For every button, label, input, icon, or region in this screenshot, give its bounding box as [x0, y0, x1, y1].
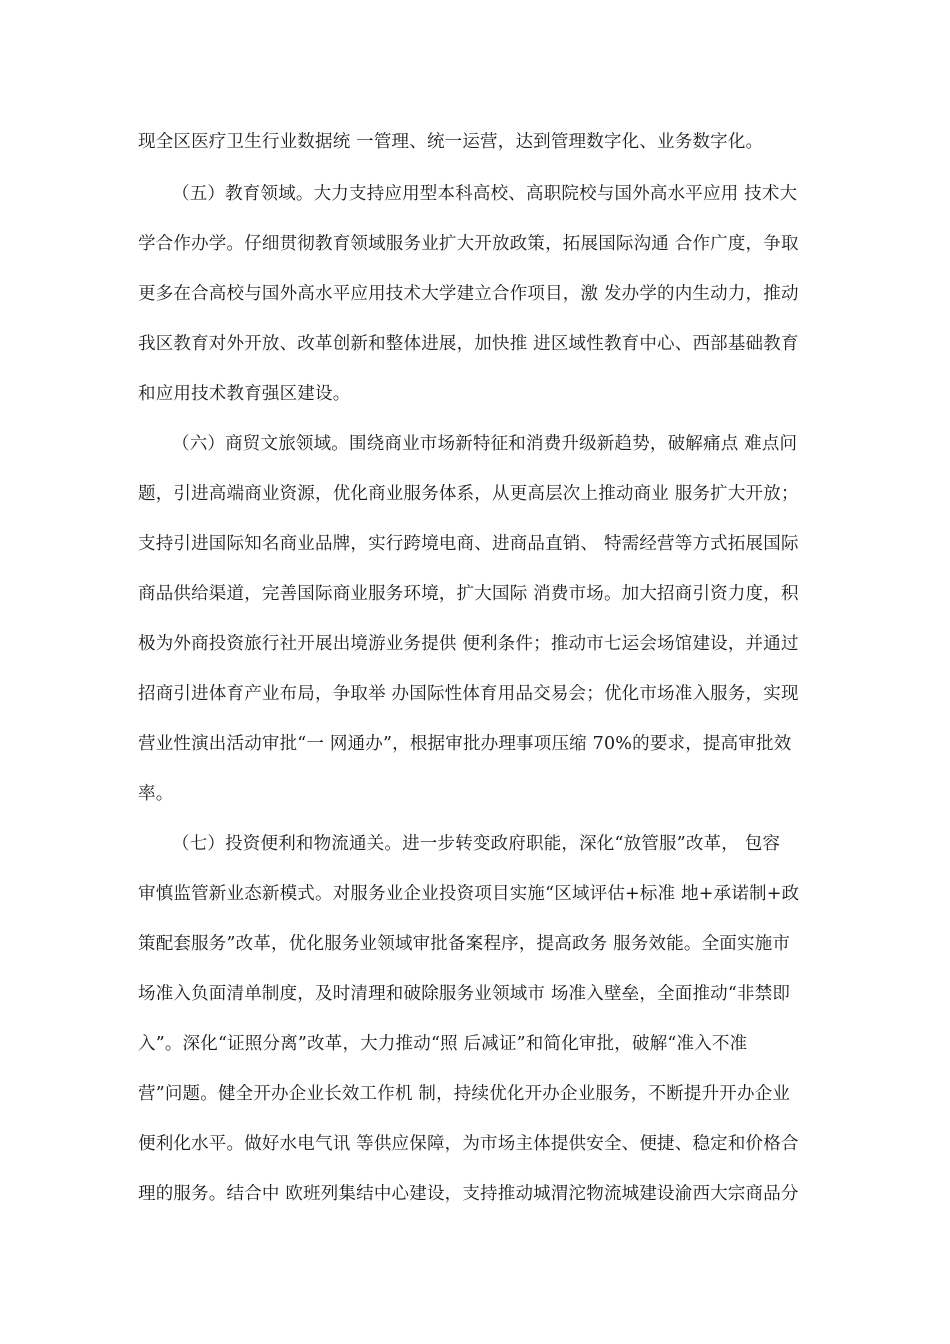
paragraph-investment-line-5: 入”。深化“证照分离”改革，大力推动“照 后减证”和简化审批，破解“准入不准: [138, 1034, 748, 1054]
paragraph-education-line-2: 学合作办学。仔细贯彻教育领域服务业扩大开放政策，拓展国际沟通 合作广度，争取: [138, 234, 799, 254]
paragraph-commerce-line-4: 商品供给渠道，完善国际商业服务环境，扩大国际 消费市场。加大招商引资力度，积: [138, 584, 799, 604]
paragraph-investment-line-7: 便利化水平。做好水电气讯 等供应保障，为市场主体提供安全、便捷、稳定和价格合: [138, 1134, 799, 1154]
paragraph-investment-line-3: 策配套服务”改革，优化服务业领域审批备案程序，提高政务 服务效能。全面实施市: [138, 934, 791, 954]
paragraph-commerce-line-5: 极为外商投资旅行社开展出境游业务提供 便利条件；推动市七运会场馆建设，并通过: [138, 634, 799, 654]
paragraph-commerce-line-2: 题，引进高端商业资源，优化商业服务体系，从更高层次上推动商业 服务扩大开放；: [138, 484, 799, 504]
paragraph-education-line-1: （五）教育领域。大力支持应用型本科高校、高职院校与国外高水平应用 技术大: [172, 184, 798, 204]
paragraph-commerce-line-6: 招商引进体育产业布局，争取举 办国际性体育用品交易会；优化市场准入服务，实现: [138, 684, 799, 704]
paragraph-education-line-3: 更多在合高校与国外高水平应用技术大学建立合作项目，激 发办学的内生动力，推动: [138, 284, 799, 304]
paragraph-commerce-line-7: 营业性演出活动审批“一 网通办”，根据审批办理事项压缩 70%的要求，提高审批效: [138, 734, 792, 754]
paragraph-commerce-line-3: 支持引进国际知名商业品牌，实行跨境电商、进商品直销、 特需经营等方式拓展国际: [138, 534, 799, 554]
paragraph-commerce-line-1: （六）商贸文旅领域。围绕商业市场新特征和消费升级新趋势，破解痛点 难点问: [172, 434, 798, 454]
paragraph-investment-line-6: 营”问题。健全开办企业长效工作机 制，持续优化开办企业服务，不断提升开办企业: [138, 1084, 791, 1104]
paragraph-investment-line-2: 审慎监管新业态新模式。对服务业企业投资项目实施“区域评估+标准 地+承诺制+政: [138, 884, 800, 904]
paragraph-investment-line-1: （七）投资便利和物流通关。进一步转变政府职能，深化“放管服”改革， 包容: [172, 834, 781, 854]
paragraph-medical-line-1: 现全区医疗卫生行业数据统 一管理、统一运营，达到管理数字化、业务数字化。: [138, 132, 764, 152]
paragraph-investment-line-4: 场准入负面清单制度，及时清理和破除服务业领域市 场准入壁垒，全面推动“非禁即: [138, 984, 791, 1004]
paragraph-education-line-5: 和应用技术教育强区建设。: [138, 384, 351, 404]
paragraph-commerce-line-8: 率。: [138, 784, 174, 804]
paragraph-education-line-4: 我区教育对外开放、改革创新和整体进展，加快推 进区域性教育中心、西部基础教育: [138, 334, 799, 354]
paragraph-investment-line-8: 理的服务。结合中 欧班列集结中心建设，支持推动城渭沱物流城建设渝西大宗商品分: [138, 1184, 799, 1204]
